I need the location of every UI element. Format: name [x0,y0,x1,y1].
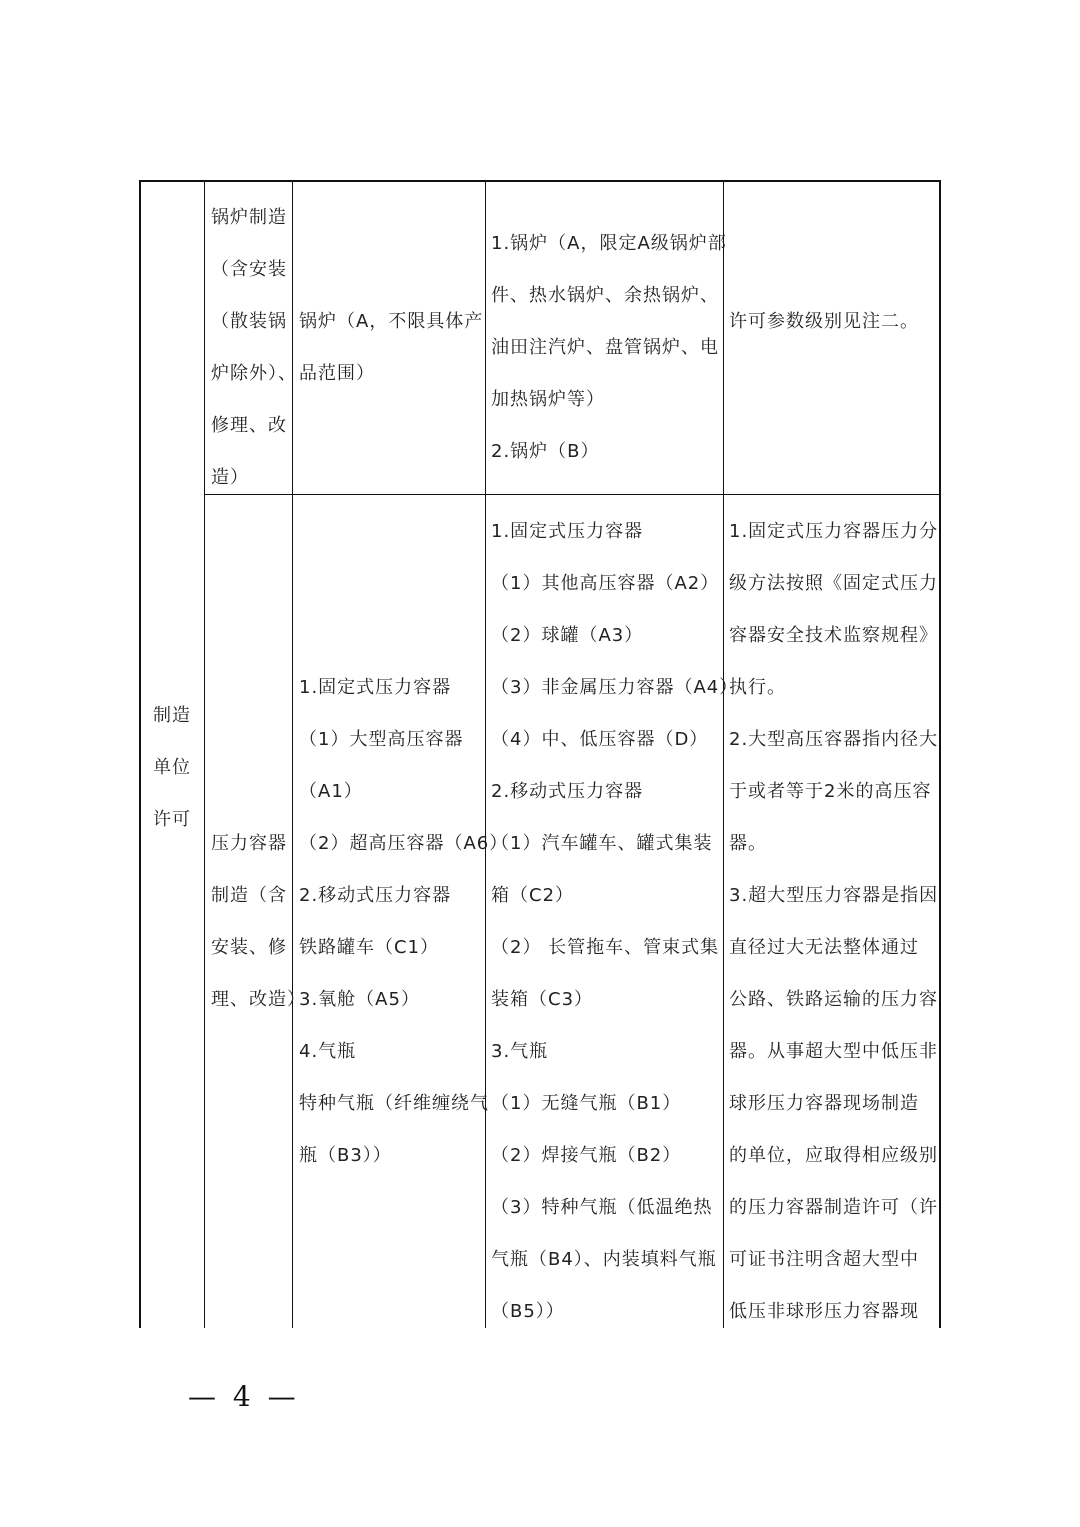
vessel-subscope-line: （3）非金属压力容器（A4） [491,677,739,698]
vessel-project-line: 安装、修 [211,937,287,958]
vessel-subscope-line: 2.移动式压力容器 [491,781,644,802]
vessel-subscope-line: （4）中、低压容器（D） [491,729,709,750]
boiler-project-line: （含安装 [211,259,287,280]
vessel-notes-line: 3.超大型压力容器是指因 [729,885,939,906]
vessel-scope-line: 特种气瓶（纤维缠绕气 [299,1093,489,1114]
vessel-subscope-line: （3）特种气瓶（低温绝热 [491,1197,713,1218]
boiler-project-line: 锅炉制造 [211,207,287,228]
vessel-notes-line: 公路、铁路运输的压力容 [729,989,938,1010]
vessel-subscope-line: （1）汽车罐车、罐式集装 [491,833,713,854]
vessel-notes-line: 容器安全技术监察规程》 [729,625,938,646]
vessel-project-line: 制造（含 [211,885,287,906]
boiler-notes-line: 许可参数级别见注二。 [729,311,919,332]
boiler-project-line: 炉除外）、 [211,363,297,384]
vessel-scope-line: 瓶（B3）） [299,1145,392,1166]
vessel-notes-cell [729,506,941,1338]
vessel-subscope-line: 1.固定式压力容器 [491,521,644,542]
boiler-scope-line: 锅炉（A，不限具体产 [299,311,484,332]
vessel-subscope-line: 装箱（C3） [491,989,594,1010]
vessel-subscope-cell [491,506,739,1338]
vessel-subscope-line: （1）其他高压容器（A2） [491,573,720,594]
vessel-scope-line: 1.固定式压力容器 [299,677,452,698]
boiler-project-line: 修理、改 [211,415,287,436]
category-line: 许可 [153,809,191,830]
category-cell [153,690,203,846]
vessel-scope-line: （1）大型高压容器 [299,729,464,750]
boiler-project-cell [211,192,295,504]
vessel-scope-cell [299,662,509,1182]
page-number: — 4 — [188,1380,300,1413]
vessel-subscope-line: （2） 长管拖车、管束式集 [491,937,720,958]
vessel-subscope-line: （B5）） [491,1301,565,1322]
vessel-subscope-line: （1）无缝气瓶（B1） [491,1093,682,1114]
vessel-subscope-line: 箱（C2） [491,885,575,906]
boiler-scope-cell [299,296,485,400]
vessel-subscope-line: 气瓶（B4）、内装填料气瓶 [491,1249,717,1270]
category-line: 制造 [153,705,191,726]
row-divider [204,494,939,495]
vessel-project-line: 理、改造） [211,989,306,1010]
boiler-project-line: 造） [211,467,249,488]
vessel-subscope-line: （2）球罐（A3） [491,625,644,646]
vessel-notes-line: 低压非球形压力容器现 [729,1301,919,1322]
column-divider [723,182,724,1328]
license-table [139,180,941,1328]
boiler-subscope-cell [491,218,727,478]
vessel-notes-line: 可证书注明含超大型中 [729,1249,919,1270]
category-line: 单位 [153,757,191,778]
boiler-subscope-line: 油田注汽炉、盘管锅炉、电 [491,337,719,358]
vessel-scope-line: 4.气瓶 [299,1041,357,1062]
boiler-subscope-line: 加热锅炉等） [491,389,605,410]
vessel-notes-line: 的单位，应取得相应级别 [729,1145,938,1166]
boiler-subscope-line: 1.锅炉（A，限定A级锅炉部 [491,233,727,254]
vessel-notes-line: 2.大型高压容器指内径大 [729,729,939,750]
vessel-notes-line: 级方法按照《固定式压力 [729,573,938,594]
vessel-notes-line: 器。 [729,833,767,854]
vessel-notes-line: 于或者等于2米的高压容 [729,781,932,802]
vessel-notes-line: 直径过大无法整体通过 [729,937,919,958]
vessel-subscope-line: （2）焊接气瓶（B2） [491,1145,682,1166]
boiler-subscope-line: 2.锅炉（B） [491,441,600,462]
vessel-scope-line: （2）超高压容器（A6） [299,833,509,854]
vessel-scope-line: （A1） [299,781,363,802]
vessel-notes-line: 执行。 [729,677,786,698]
boiler-project-line: （散装锅 [211,311,287,332]
vessel-project-line: 压力容器 [211,833,287,854]
vessel-notes-line: 器。从事超大型中低压非 [729,1041,938,1062]
vessel-scope-line: 3.氧舱（A5） [299,989,420,1010]
vessel-project-cell [211,818,306,1026]
vessel-subscope-line: 3.气瓶 [491,1041,549,1062]
vessel-scope-line: 2.移动式压力容器 [299,885,452,906]
vessel-notes-line: 的压力容器制造许可（许 [729,1197,938,1218]
column-divider [485,182,486,1328]
vessel-notes-line: 球形压力容器现场制造 [729,1093,919,1114]
boiler-scope-line: 品范围） [299,363,375,384]
column-divider [204,182,205,1328]
vessel-notes-line: 1.固定式压力容器压力分 [729,521,939,542]
vessel-scope-line: 铁路罐车（C1） [299,937,440,958]
boiler-subscope-line: 件、热水锅炉、余热锅炉、 [491,285,719,306]
boiler-notes-cell [729,296,941,348]
